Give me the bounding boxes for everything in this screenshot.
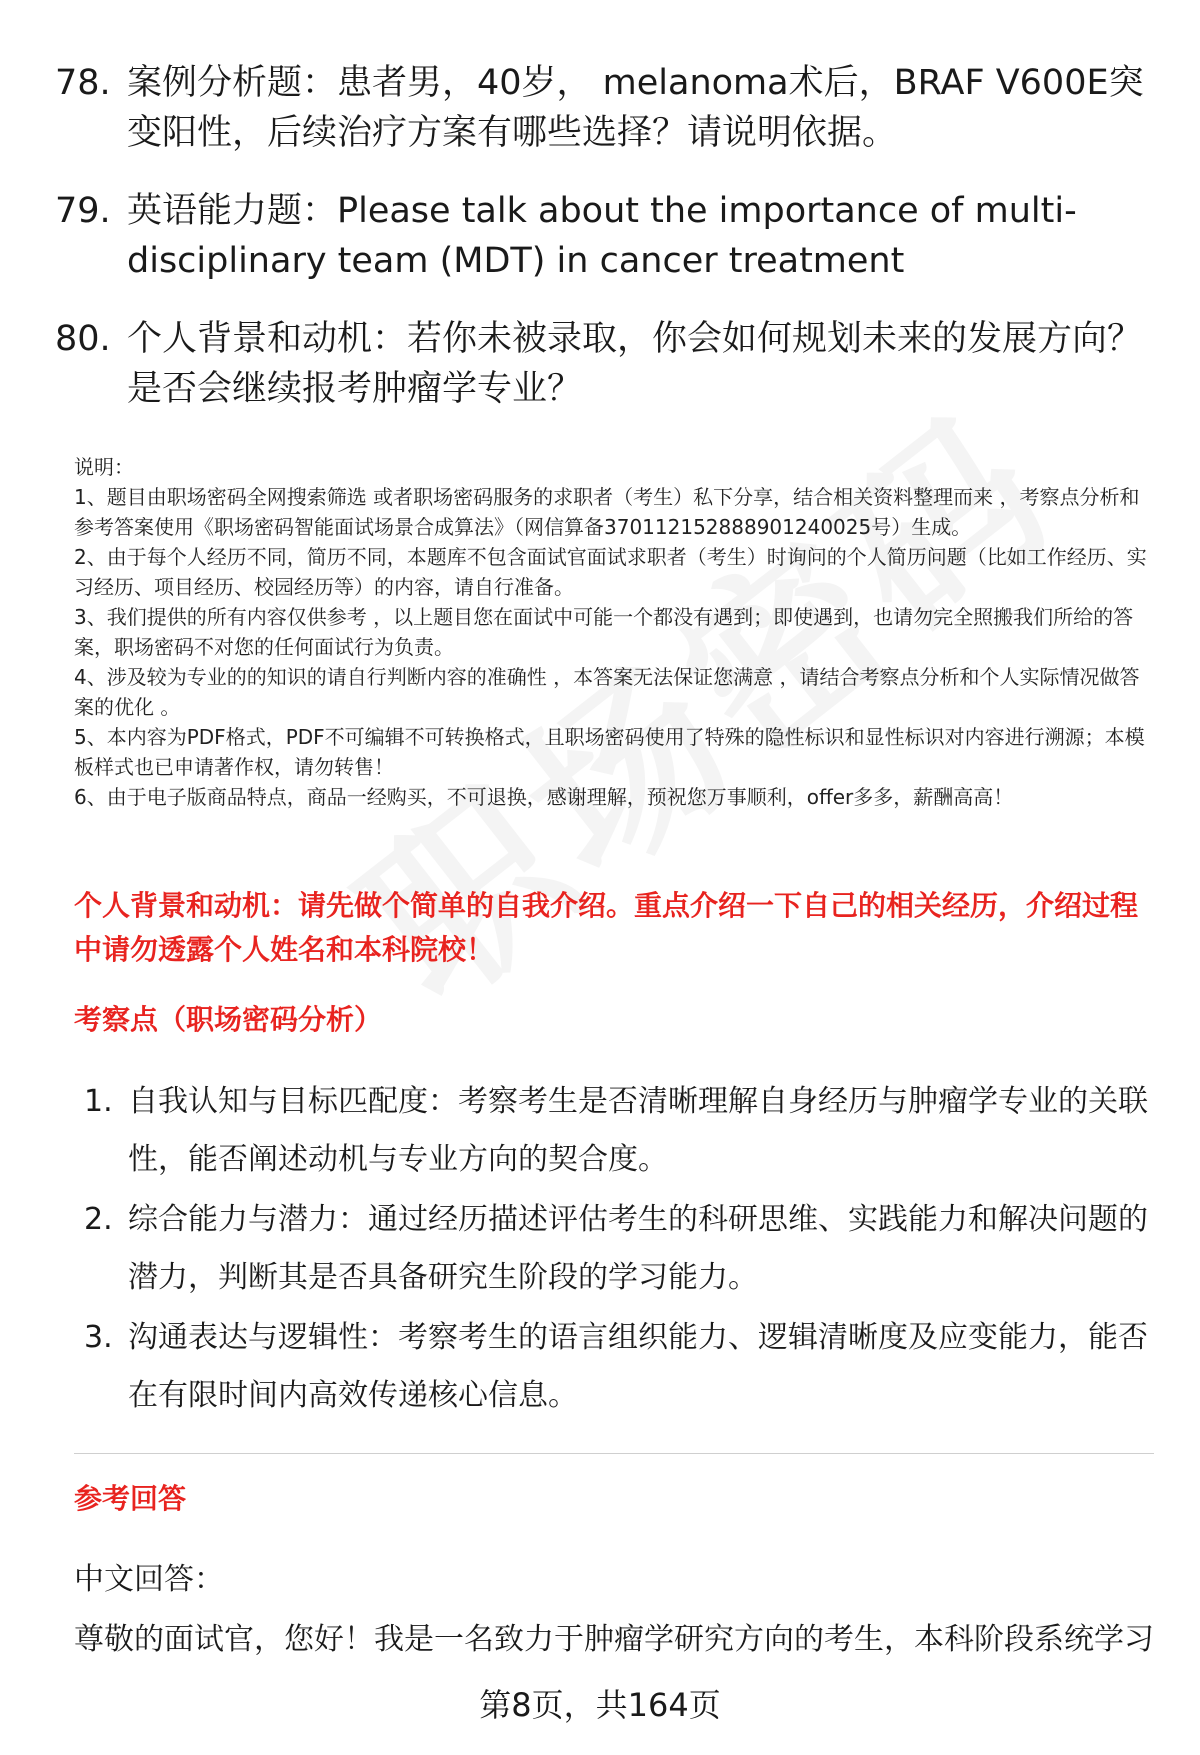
question-item xyxy=(55,58,1155,158)
analysis-point xyxy=(84,1309,1154,1425)
reference-title: 参考回答 xyxy=(74,1482,187,1515)
page-number: 第8页，共164页 xyxy=(479,1686,721,1724)
analysis-point xyxy=(84,1073,1154,1189)
question-item xyxy=(55,314,1155,414)
question-list xyxy=(55,58,1155,442)
question-number: 80. xyxy=(55,319,111,359)
point-text: 沟通表达与逻辑性：考察考生的语言组织能力、逻辑清晰度及应变能力，能否在有限时间内高效传递核心信息。 xyxy=(128,1320,1148,1413)
answer-text: 尊敬的面试官，您好！我是一名致力于肿瘤学研究方向的考生，本科阶段系统学习 xyxy=(74,1622,1154,1657)
divider xyxy=(74,1453,1154,1454)
point-number: 2. xyxy=(84,1202,113,1237)
answer-label: 中文回答： xyxy=(74,1562,224,1597)
note-item: 2、由于每个人经历不同，简历不同，本题库不包含面试官面试求职者（考生）时询问的个人简历问题（比如工作经历、实习经历、项目经历、校园经历等）的内容，请自行准备。 xyxy=(74,545,1147,599)
analysis-points xyxy=(84,1073,1154,1427)
featured-question: 个人背景和动机：请先做个简单的自我介绍。重点介绍一下自己的相关经历，介绍过程中请勿透露个人姓名和本科院校！ xyxy=(74,889,1139,966)
question-text: 英语能力题：Please talk about the importance of multi-disciplinary team (MDT) in cancer treatment xyxy=(127,191,1077,281)
question-number: 78. xyxy=(55,63,111,103)
question-text: 案例分析题：患者男，40岁， melanoma术后，BRAF V600E突变阳性，后续治疗方案有哪些选择？请说明依据。 xyxy=(127,63,1144,153)
notes-title: 说明： xyxy=(74,455,134,479)
point-number: 1. xyxy=(84,1084,113,1119)
question-item xyxy=(55,186,1155,286)
point-text: 自我认知与目标匹配度：考察考生是否清晰理解自身经历与肿瘤学专业的关联性，能否阐述动机与专业方向的契合度。 xyxy=(128,1084,1148,1177)
notes-block xyxy=(74,452,1154,812)
note-item: 3、我们提供的所有内容仅供参考 ，以上题目您在面试中可能一个都没有遇到；即使遇到，也请勿完全照搬我们所给的答案，职场密码不对您的任何面试行为负责。 xyxy=(74,605,1134,659)
note-item: 1、题目由职场密码全网搜索筛选 或者职场密码服务的求职者（考生）私下分享，结合相关资料整理而来 ，考察点分析和参考答案使用《职场密码智能面试场景合成算法》（网信算备370112152888901240025号）生成。 xyxy=(74,485,1140,539)
note-item: 6、由于电子版商品特点，商品一经购买，不可退换，感谢理解，预祝您万事顺利，offer多多，薪酬高高！ xyxy=(74,785,1014,809)
analysis-point xyxy=(84,1191,1154,1307)
point-text: 综合能力与潜力：通过经历描述评估考生的科研思维、实践能力和解决问题的潜力，判断其是否具备研究生阶段的学习能力。 xyxy=(128,1202,1148,1295)
analysis-title: 考察点（职场密码分析） xyxy=(74,1003,383,1036)
point-number: 3. xyxy=(84,1320,113,1355)
question-number: 79. xyxy=(55,191,111,231)
note-item: 4、涉及较为专业的的知识的请自行判断内容的准确性 ，本答案无法保证您满意 ，请结合考察点分析和个人实际情况做答案的优化 。 xyxy=(74,665,1140,719)
question-text: 个人背景和动机：若你未被录取，你会如何规划未来的发展方向？是否会继续报考肿瘤学专业？ xyxy=(127,319,1143,409)
note-item: 5、本内容为PDF格式，PDF不可编辑不可转换格式，且职场密码使用了特殊的隐性标识和显性标识对内容进行溯源；本模板样式也已申请著作权，请勿转售！ xyxy=(74,725,1145,779)
